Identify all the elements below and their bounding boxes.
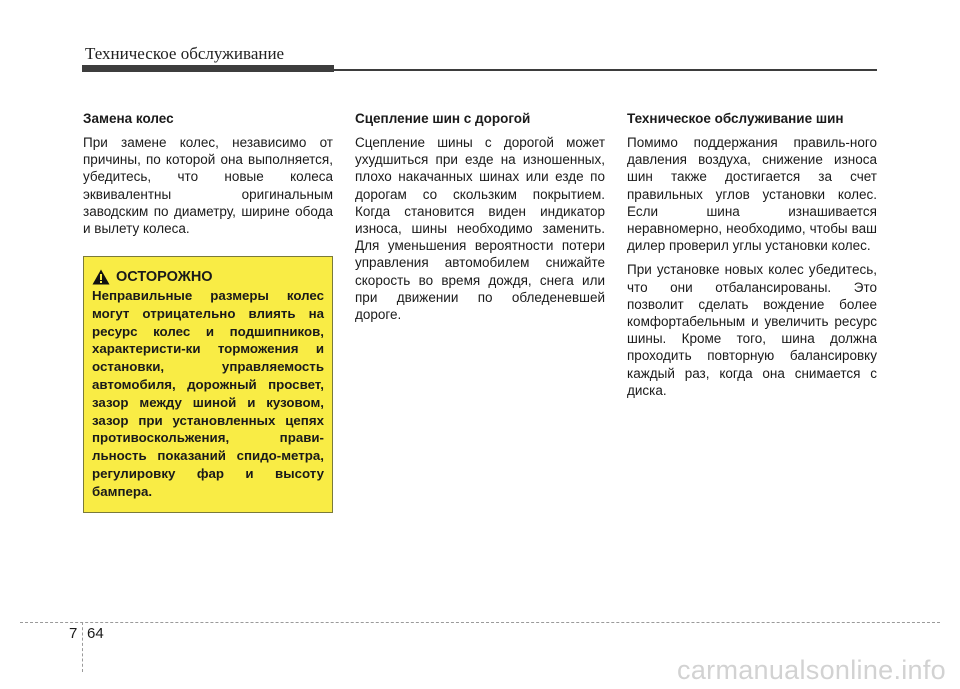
- paragraph-tire-traction: Сцепление шины с дорогой может ухудшиться при езде на изношенных, плохо накачанных шинах или езде по дорогам со скользким покрытием. Когда становится виден индикатор износа, шины необходимо заменить. Для уменьшения вероятности потери управления автомобилем снижайте скорость во время дождя, снега или при движении по обледеневшей дороге.: [355, 135, 605, 323]
- column-tire-maintenance: [627, 110, 877, 406]
- chapter-number: 7: [69, 625, 78, 642]
- warning-title: ОСТОРОЖНО: [116, 269, 213, 285]
- paragraph-tire-maintenance-2: При установке новых колес убедитесь, что они отбалансированы. Это позволит сделать вождение более комфортабельным и увеличить ресурс шины. Кроме того, шина должна проходить повторную балансировку каждый раз, когда она снимается с диска.: [627, 262, 877, 398]
- section-heading-wheel-replacement: Замена колес: [83, 111, 174, 126]
- watermark: carmanualsonline.info: [677, 655, 946, 685]
- section-heading-tire-traction: Сцепление шин с дорогой: [355, 111, 531, 126]
- page-number: 64: [87, 625, 104, 642]
- header-rule: [334, 69, 877, 71]
- warning-header: [92, 269, 324, 285]
- footer-vertical-divider: [82, 622, 83, 672]
- warning-triangle-icon: [92, 269, 110, 285]
- section-heading-tire-maintenance: Техническое обслуживание шин: [627, 111, 844, 126]
- column-tire-traction: [355, 110, 605, 330]
- warning-box: [83, 256, 333, 513]
- header-bar-thick: [82, 65, 334, 72]
- warning-text: Неправильные размеры колес могут отрицательно влиять на ресурс колес и подшипников, характеристи-ки торможения и остановки, управляемость автомобиля, дорожный просвет, зазор между шиной и кузовом, зазор при установленных цепях противоскольжения, прави-льность показаний спидо-метра, регулировку фар и высоту бампера.: [92, 288, 324, 499]
- page-header-title: Техническое обслуживание: [85, 44, 285, 63]
- paragraph-wheel-replacement: При замене колес, независимо от причины, по которой она выполняется, убедитесь, что новые колеса эквивалентны оригинальным заводским по диаметру, ширине обода и вылету колеса.: [83, 135, 333, 237]
- paragraph-tire-maintenance-1: Помимо поддержания правиль-ного давления воздуха, снижение износа шин также достигается за счет правильных углов установки колес. Если шина изнашивается неравномерно, необходимо, чтобы ваш дилер проверил углы установки колес.: [627, 135, 877, 254]
- column-wheel-replacement: [83, 110, 333, 244]
- footer-divider: [20, 622, 940, 623]
